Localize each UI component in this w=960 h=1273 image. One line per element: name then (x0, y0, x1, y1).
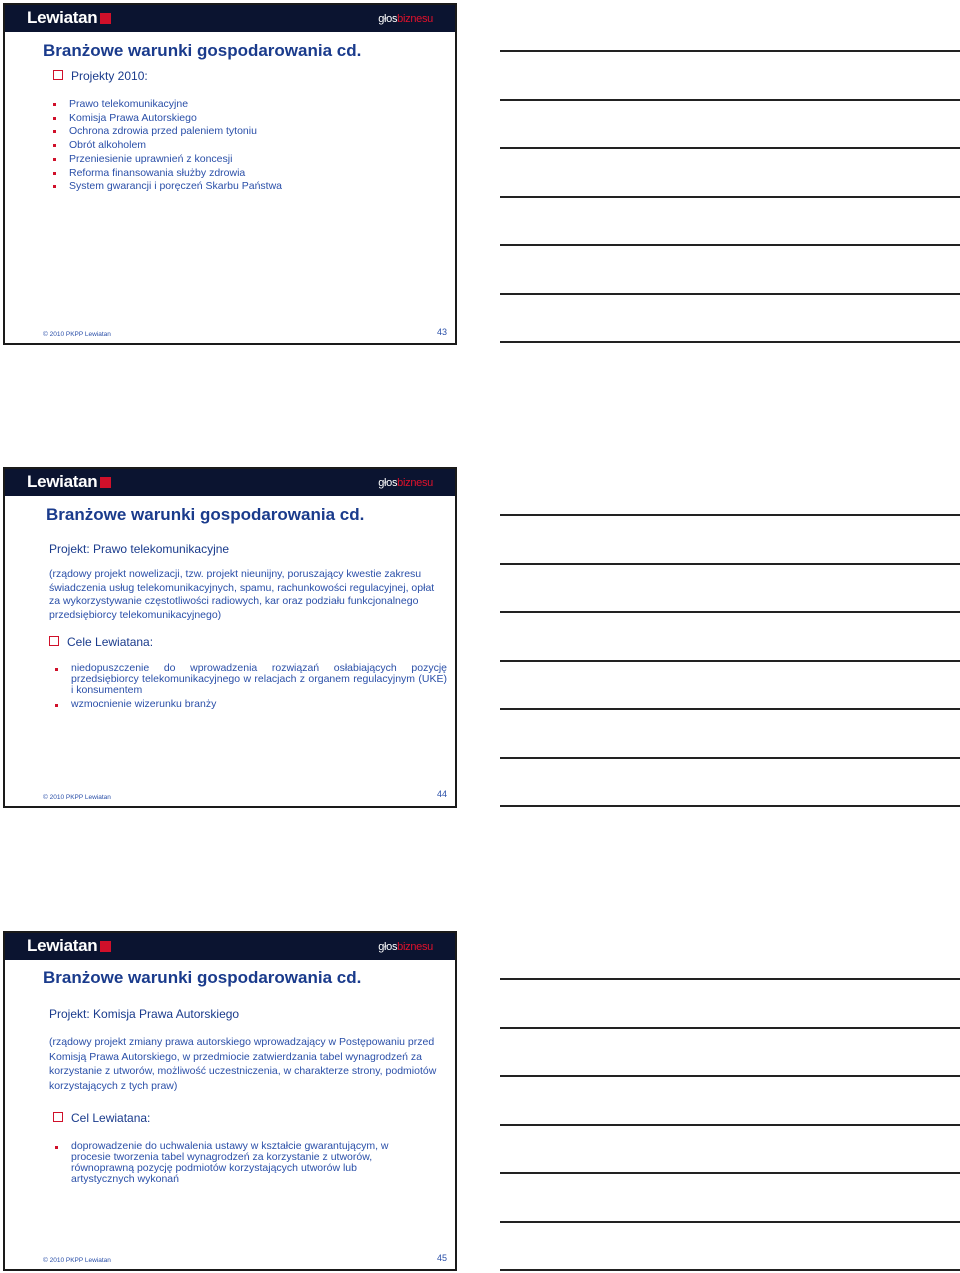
slide-title: Branżowe warunki gospodarowania cd. (43, 968, 362, 987)
slide-title: Branżowe warunki gospodarowania cd. (43, 41, 362, 60)
goals-list (71, 663, 447, 710)
page-number: 45 (436, 1253, 447, 1263)
project-description: (rządowy projekt zmiany prawa autorskiego wprowadzający w Postępowaniu przed Komisją Prawa Autorskiego, w przedmiocie zatwierdzania tabel wynagrodzeń za korzystanie z utworów, możliwość uczestniczenia, w charakterze strony, podmiotów korzystających z tych praw) (49, 1036, 437, 1092)
slide-44 (3, 467, 457, 808)
checkbox-bullet-icon (53, 70, 63, 80)
goals-list (71, 1141, 423, 1185)
project-subtitle: Projekt: Prawo telekomunikacyjne (49, 542, 230, 556)
lewiatan-logo: Lewiatan (27, 936, 111, 956)
glos-biznesu-logo: głosbiznesu (378, 941, 433, 953)
slide-header (5, 5, 455, 32)
list-item: Komisja Prawa Autorskiego (69, 112, 282, 126)
page-number: 44 (436, 789, 447, 799)
section-heading: Projekty 2010: (53, 69, 148, 83)
glos-biznesu-logo: głosbiznesu (378, 477, 433, 489)
list-item: Reforma finansowania służby zdrowia (69, 167, 282, 181)
logo-mark-icon (100, 477, 111, 488)
list-item: Ochrona zdrowia przed paleniem tytoniu (69, 125, 282, 139)
lewiatan-logo: Lewiatan (27, 472, 111, 492)
footer-copyright: © 2010 PKPP Lewiatan (43, 331, 111, 338)
list-item: Prawo telekomunikacyjne (69, 98, 282, 112)
slide-45 (3, 931, 457, 1271)
page-number: 43 (436, 327, 447, 337)
slide-43 (3, 3, 457, 345)
goals-heading: Cele Lewiatana: (49, 635, 153, 649)
footer-copyright: © 2010 PKPP Lewiatan (43, 1257, 111, 1264)
checkbox-bullet-icon (49, 636, 59, 646)
logo-mark-icon (100, 941, 111, 952)
slide-title: Branżowe warunki gospodarowania cd. (46, 505, 365, 524)
list-item: Obrót alkoholem (69, 139, 282, 153)
glos-biznesu-logo: głosbiznesu (378, 13, 433, 25)
goals-heading: Cel Lewiatana: (53, 1111, 150, 1125)
list-item: Przeniesienie uprawnień z koncesji (69, 153, 282, 167)
list-item: System gwarancji i poręczeń Skarbu Państwa (69, 180, 283, 193)
projects-list (69, 98, 282, 194)
list-item: niedopuszczenie do wprowadzenia rozwiązań osłabiających pozycję przedsiębiorcy telekomunikacyjnego w relacjach z organem regulacyjnym (UKE) i konsumentem (71, 662, 447, 696)
project-description: (rządowy projekt nowelizacji, tzw. projekt nieunijny, poruszający kwestie zakresu świadczenia usług telekomunikacyjnych, spamu, rachunkowości regulacyjnej, opłat za wykorzystywanie częstotliwości radiowych, kar oraz podziału funkcjonalnego przedsiębiorcy telekomunikacyjnego) (49, 568, 435, 621)
list-item: wzmocnienie wizerunku branży (71, 699, 447, 710)
list-item: doprowadzenie do uchwalenia ustawy w kształcie gwarantującym, w procesie tworzenia tabel wynagrodzeń za korzystanie z utworów, równoprawną pozycję podmiotów korzystających utworów lub artystycznych wykonań (71, 1141, 423, 1185)
logo-mark-icon (100, 13, 111, 24)
slide-header (5, 933, 455, 960)
lewiatan-logo: Lewiatan (27, 8, 111, 28)
checkbox-bullet-icon (53, 1112, 63, 1122)
project-subtitle: Projekt: Komisja Prawa Autorskiego (49, 1007, 240, 1021)
footer-copyright: © 2010 PKPP Lewiatan (43, 794, 111, 801)
slide-header (5, 469, 455, 496)
